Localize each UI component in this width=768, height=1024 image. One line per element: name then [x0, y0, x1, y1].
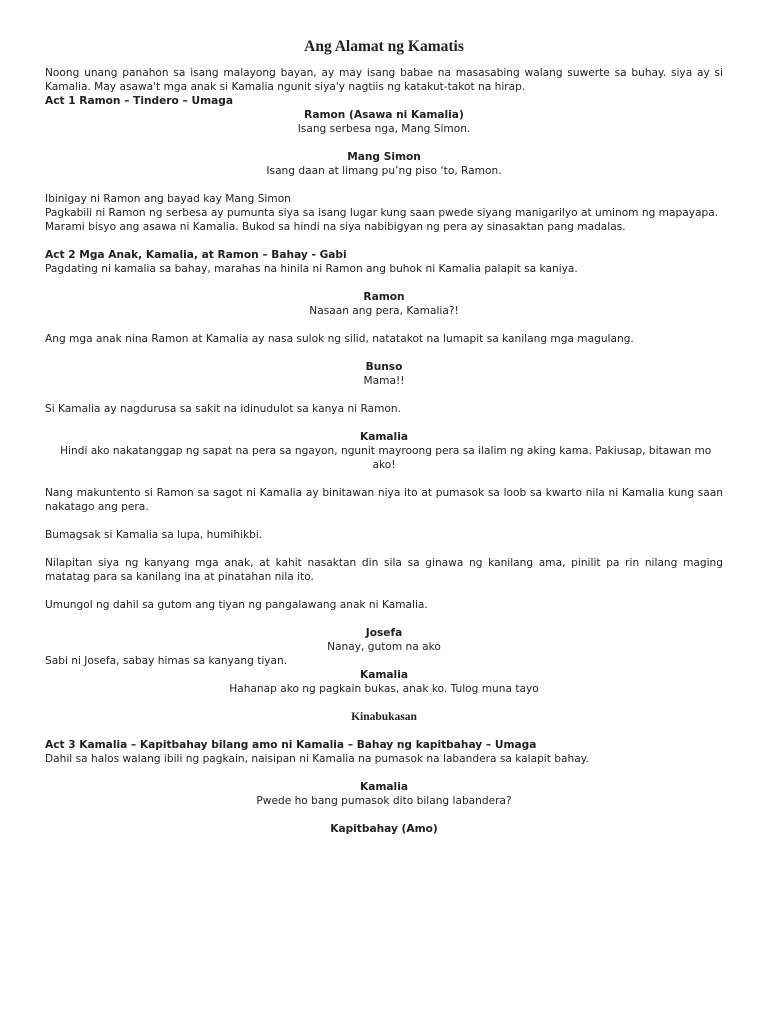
- document-title: Ang Alamat ng Kamatis: [304, 38, 464, 55]
- spacer: [45, 472, 723, 486]
- narration-paragraph: Marami bisyo ang asawa ni Kamalia. Bukod sa hindi na siya nabibigyan ng pera ay sinasaktan pang madalas.: [45, 221, 626, 233]
- dialogue-line: Nanay, gutom na ako: [327, 641, 441, 653]
- spacer: [45, 318, 723, 332]
- speaker-name: Kamalia: [360, 669, 408, 681]
- spacer: [45, 766, 723, 780]
- dialogue-line: Hindi ako nakatanggap ng sapat na pera sa ngayon, ngunit mayroong pera sa ilalim ng aking kama. Pakiusap, bitawan mo ako!: [56, 445, 715, 471]
- spacer: [45, 808, 723, 822]
- dialogue-line: Nasaan ang pera, Kamalia?!: [309, 305, 459, 317]
- narration-paragraph: Dahil sa halos walang ibili ng pagkain, naisipan ni Kamalia na pumasok na labandera sa kalapit bahay.: [45, 753, 589, 765]
- narration-paragraph: Nilapitan siya ng kanyang mga anak, at kahit nasaktan din sila sa ginawa ng kanilang ama, pinilit pa rin nilang maging matatag para sa kanilang ina at pinatahan nila ito.: [45, 557, 727, 583]
- dialogue-line: Hahanap ako ng pagkain bukas, anak ko. Tulog muna tayo: [229, 683, 539, 695]
- speaker-name: Kamalia: [360, 431, 408, 443]
- speaker-name: Mang Simon: [347, 151, 421, 163]
- spacer: [45, 584, 723, 598]
- spacer: [45, 612, 723, 626]
- dialogue-line: Isang daan at limang pu’ng piso ‘to, Ramon.: [266, 165, 502, 177]
- act-heading: Act 2 Mga Anak, Kamalia, at Ramon – Bahay - Gabi: [45, 249, 347, 261]
- act-heading: Act 3 Kamalia – Kapitbahay bilang amo ni Kamalia – Bahay ng kapitbahay – Umaga: [45, 739, 537, 751]
- spacer: [45, 234, 723, 248]
- spacer: [45, 388, 723, 402]
- act-heading: Act 1 Ramon – Tindero – Umaga: [45, 95, 233, 107]
- dialogue-line: Isang serbesa nga, Mang Simon.: [297, 123, 471, 135]
- narration-paragraph: Ang mga anak nina Ramon at Kamalia ay nasa sulok ng silid, natatakot na lumapit sa kanilang mga magulang.: [45, 333, 634, 345]
- document-page: [45, 36, 727, 836]
- narration-paragraph: Pagkabili ni Ramon ng serbesa ay pumunta siya sa isang lugar kung saan pwede siyang manigarilyo at uminom ng mapayapa.: [45, 207, 719, 219]
- spacer: [45, 178, 723, 192]
- narration-paragraph: Pagdating ni kamalia sa bahay, marahas na hinila ni Ramon ang buhok ni Kamalia palapit sa kaniya.: [45, 263, 578, 275]
- narration-paragraph: Noong unang panahon sa isang malayong bayan, ay may isang babae na masasabing walang suwerte sa buhay. siya ay si Kamalia. May asawa't mga anak si Kamalia ngunit siya'y nagtiis ng katakut-takot na hirap.: [45, 67, 727, 93]
- speaker-name: Kamalia: [360, 781, 408, 793]
- narration-paragraph: Umungol ng dahil sa gutom ang tiyan ng pangalawang anak ni Kamalia.: [45, 599, 428, 611]
- narration-paragraph: Bumagsak si Kamalia sa lupa, humihikbi.: [45, 529, 263, 541]
- document-body: [45, 66, 727, 836]
- scene-heading: Kinabukasan: [351, 711, 417, 723]
- dialogue-line: Mama!!: [363, 375, 405, 387]
- dialogue-line: Pwede ho bang pumasok dito bilang labandera?: [256, 795, 512, 807]
- narration-paragraph: Nang makuntento si Ramon sa sagot ni Kamalia ay binitawan niya ito at pumasok sa loob sa kwarto nila ni Kamalia kung saan nakatago ang pera.: [45, 487, 727, 513]
- spacer: [45, 136, 723, 150]
- spacer: [45, 514, 723, 528]
- narration-paragraph: Ibinigay ni Ramon ang bayad kay Mang Simon: [45, 193, 291, 205]
- speaker-name: Ramon (Asawa ni Kamalia): [304, 109, 464, 121]
- spacer: [45, 724, 723, 738]
- narration-paragraph: Sabi ni Josefa, sabay himas sa kanyang tiyan.: [45, 655, 288, 667]
- speaker-name: Bunso: [365, 361, 403, 373]
- spacer: [45, 696, 723, 710]
- narration-paragraph: Si Kamalia ay nagdurusa sa sakit na idinudulot sa kanya ni Ramon.: [45, 403, 401, 415]
- speaker-name: Kapitbahay (Amo): [330, 823, 438, 835]
- spacer: [45, 416, 723, 430]
- spacer: [45, 346, 723, 360]
- speaker-name: Ramon: [363, 291, 405, 303]
- spacer: [45, 542, 723, 556]
- speaker-name: Josefa: [365, 627, 403, 639]
- spacer: [45, 276, 723, 290]
